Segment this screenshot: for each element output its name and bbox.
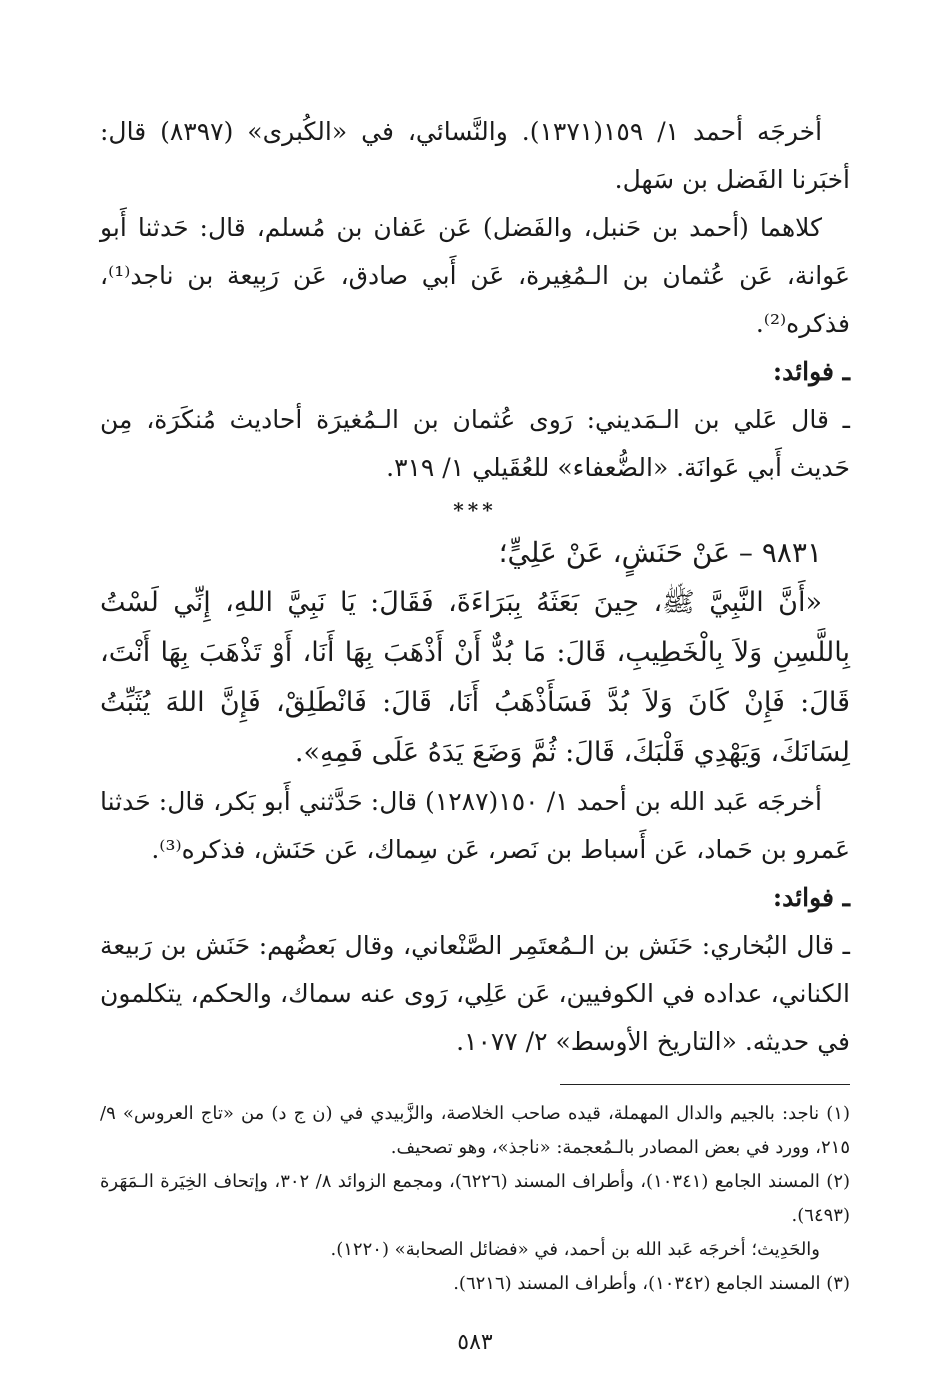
fawaid-heading-2: ـ فوائد: xyxy=(772,883,850,912)
page-number: ٥٨٣ xyxy=(457,1330,493,1355)
footnote-2: (٢) المسند الجامع (١٠٣٤١)، وأطراف المسند (٦٢٢٦)، ومجمع الزوائد ٨/ ٣٠٢، وإتحاف الخِيَرة الـمَهَرة (٦٤٩٣). xyxy=(100,1171,851,1226)
footnote-1: (١) ناجد: بالجيم والدال المهملة، قيده صاحب الخلاصة، والزَّبيدي في (ن ج د) من «تاج العروس» ٩/ ٢١٥، وورد في بعض المصادر بالـمُعجمة: «ناجذ»، وهو تصحيف. xyxy=(100,1103,850,1158)
page-body xyxy=(100,108,850,1358)
takhrij-paragraph-2: كلاهما (أحمد بن حَنبل، والفَضل) عَن عَفان بن مُسلم، قال: حَدثنا أَبو عَوانة، عَن عُثمان بن الـمُغِيرة، عَن أَبي صادق، عَن رَبِيعة بن ناجد⁽¹⁾، فذكره⁽²⁾. xyxy=(100,213,850,338)
section-separator: *** xyxy=(453,498,497,522)
hadith-number-heading: ٩٨٣١ – عَنْ حَنَشٍ، عَنْ عَلِيٍّ؛ xyxy=(498,536,822,569)
fawaid-text-1: ـ قال عَلي بن الـمَديني: رَوى عُثمان بن الـمُغيرَة أحاديث مُنكَرَة، مِن حَديث أَبي عَوانَة. «الضُّعفاء» للعُقَيلي ١/ ٣١٩. xyxy=(100,405,850,482)
takhrij-paragraph-3: أخرجَه عَبد الله بن أحمد ١/ ١٥٠(١٢٨٧) قال: حَدَّثني أَبو بَكر، قال: حَدثنا عَمرو بن حَماد، عَن أَسباط بن نَصر، عَن سِماك، عَن حَنَش، فذكره⁽³⁾. xyxy=(100,787,850,864)
fawaid-heading-1: ـ فوائد: xyxy=(772,357,850,386)
footnote-divider xyxy=(560,1084,850,1085)
footnote-2-continuation: والحَدِيث؛ أخرجَه عَبد الله بن أحمد، في «فضائل الصحابة» (١٢٢٠). xyxy=(330,1239,820,1260)
hadith-text: «أَنَّ النَّبِيَّ ﷺ، حِينَ بَعَثَهُ بِبَرَاءَةَ، فَقَالَ: يَا نَبِيَّ اللهِ، إِنِّي لَسْتُ بِاللَّسِنِ وَلاَ بِالْخَطِيبِ، قَالَ: مَا بُدٌّ أَنْ أَذْهَبَ بِهَا أَنَا، أَوْ تَذْهَبَ بِهَا أَنْتَ، قَالَ: فَإِنْ كَانَ وَلاَ بُدَّ فَسَأَذْهَبُ أَنَا، قَالَ: فَانْطَلِقْ، فَإِنَّ اللهَ يُثَبِّتُ لِسَانَكَ، وَيَهْدِي قَلْبَكَ، قَالَ: ثُمَّ وَضَعَ يَدَهُ عَلَى فَمِهِ». xyxy=(100,587,850,768)
footnote-3: (٣) المسند الجامع (١٠٣٤٢)، وأطراف المسند (٦٢١٦). xyxy=(453,1273,850,1294)
fawaid-text-2: ـ قال البُخاري: حَنَش بن الـمُعتَمِر الصَّنْعاني، وقال بَعضُهم: حَنَش بن رَبيعة الكناني، عداده في الكوفيين، عَن عَلِي، رَوى عنه سماك، والحكم، يتكلمون في حديثه. «التاريخ الأوسط» ٢/ ١٠٧٧. xyxy=(100,931,850,1056)
takhrij-paragraph-1: أخرجَه أحمد ١/ ١٥٩(١٣٧١). والنَّسائي، في «الكُبرى» (٨٣٩٧) قال: أخبَرنا الفَضل بن سَهل. xyxy=(100,117,850,194)
